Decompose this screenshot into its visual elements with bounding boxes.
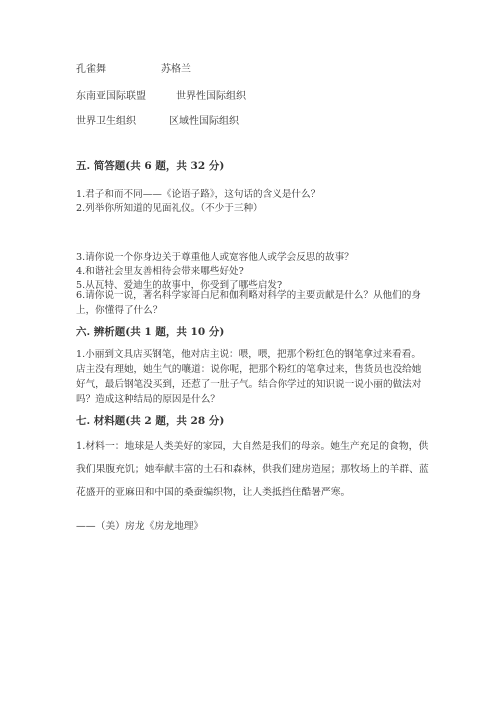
matching-item-right: 苏格兰 — [161, 64, 191, 75]
section-5-heading: 五. 简答题(共 6 题，共 32 分) — [76, 160, 225, 172]
question-5-5: 5.从瓦特、爱迪生的故事中，你受到了哪些启发? — [76, 280, 283, 291]
question-5-4: 4.和谐社会里友善相待会带来哪些好处? — [76, 266, 244, 277]
question-5-3: 3.请你说一个你身边关于尊重他人或宽容他人或学会反思的故事？ — [76, 252, 354, 263]
material-1-text: 1.材料一：地球是人类美好的家园，大自然是我们的母亲。她生产充足的食物，供我们果腹充饥；她奉献丰富的土石和森林，供我们建房造屋；那牧场上的羊群、蓝花盛开的亚麻田和中国的桑蚕编织物，让人类抵挡住酷暑严寒。 — [76, 441, 429, 498]
question-5-2: 2.列举你所知道的见面礼仪。（不少于三种） — [76, 203, 263, 214]
matching-item-left: 孔雀舞 — [76, 64, 106, 75]
section-7-heading: 七. 材料题(共 2 题，共 28 分) — [76, 415, 225, 427]
matching-item-right: 区域性国际组织 — [169, 116, 239, 127]
question-5-6: 6.请你说一说，著名科学家哥白尼和伽利略对科学的主要贡献是什么？从他们的身上，你懂得了什么？ — [76, 290, 421, 316]
matching-item-left: 世界卫生组织 — [76, 116, 136, 127]
material-source: ——（美）房龙《房龙地理》 — [76, 521, 204, 532]
matching-item-right: 世界性国际组织 — [176, 91, 246, 102]
question-6-1: 1.小丽到文具店买钢笔，他对店主说：喂，喂，把那个粉红色的钢笔拿过来看看。店主没有理她，她生气的嚷道：说你呢，把那个粉红的笔拿过来，售货员也没给她好气，最后钢笔没买到，还惹了一肚子气。结合你学过的知识说一说小丽的做法对吗？造成这种结局的原因是什么？ — [76, 349, 422, 405]
section-6-heading: 六. 辨析题(共 1 题，共 10 分) — [76, 326, 225, 338]
matching-item-left: 东南亚国际联盟 — [76, 91, 146, 102]
question-5-1: 1.君子和而不同——《论语子路》，这句话的含义是什么？ — [76, 189, 321, 200]
